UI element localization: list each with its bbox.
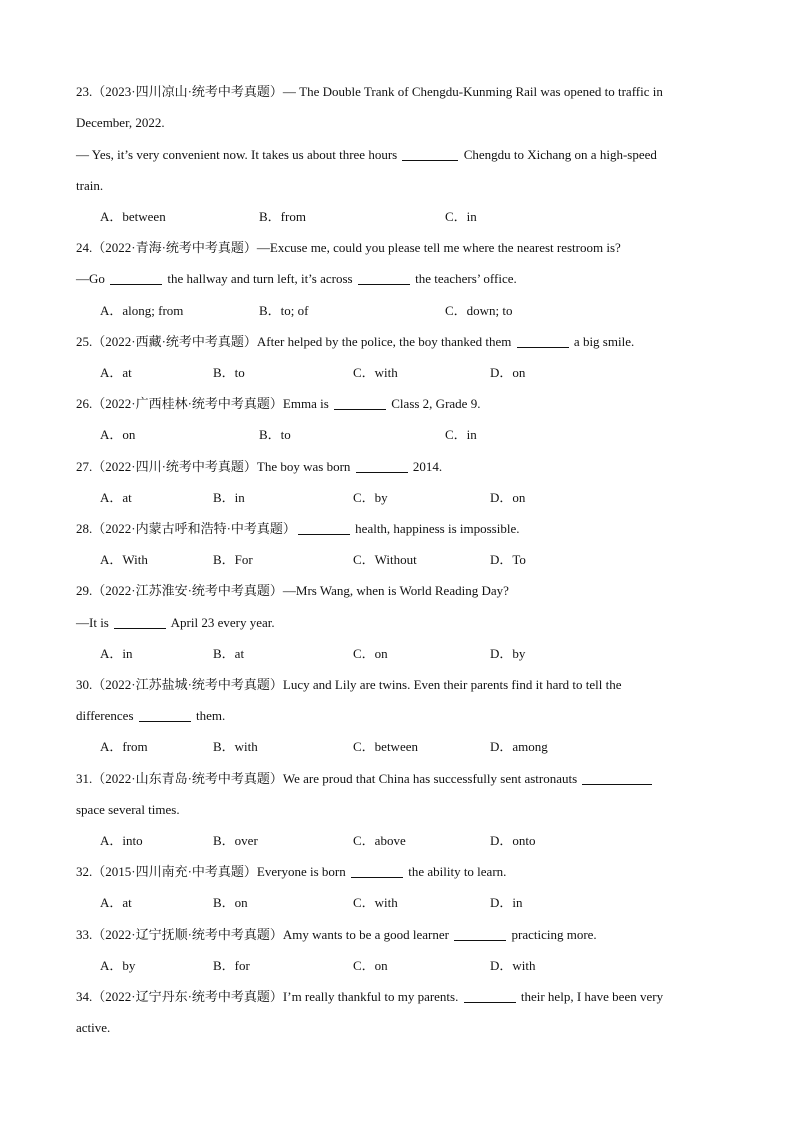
question-34-stem: 34.（2022·辽宁丹东·统考中考真题）I’m really thankful to my parents. their help, I have been very: [76, 989, 664, 1004]
q25-option-c: C．with: [353, 365, 398, 380]
question-28-stem: 28.（2022·内蒙古呼和浩特·中考真题） health, happiness is impossible.: [76, 521, 520, 536]
q27-option-b: B．in: [213, 490, 245, 505]
answer-blank: [139, 709, 191, 722]
q26-option-b: B．to: [259, 427, 291, 442]
q26-option-c: C．in: [445, 427, 477, 442]
answer-blank: [517, 335, 569, 348]
question-29-reply: —It is April 23 every year.: [76, 615, 275, 630]
q29-option-d: D．by: [490, 646, 526, 661]
question-23-stem-cont: December, 2022.: [76, 115, 165, 130]
question-32-stem: 32.（2015·四川南充·中考真题）Everyone is born the ability to learn.: [76, 864, 507, 879]
q24-option-a: A．along; from: [100, 303, 184, 318]
question-23-stem: 23.（2023·四川凉山·统考中考真题）— The Double Trank of Chengdu-Kunming Rail was opened to traffic in: [76, 84, 663, 99]
q33-option-a: A．by: [100, 958, 136, 973]
question-23-reply: — Yes, it’s very convenient now. It takes us about three hours Chengdu to Xichang on a high-speed: [76, 147, 657, 162]
answer-blank: [110, 272, 162, 285]
q27-option-c: C．by: [353, 490, 388, 505]
question-25-stem: 25.（2022·西藏·统考中考真题）After helped by the police, the boy thanked them a big smile.: [76, 334, 635, 349]
q33-option-d: D．with: [490, 958, 536, 973]
answer-blank: [351, 865, 403, 878]
q23-option-b: B．from: [259, 209, 306, 224]
q29-option-a: A．in: [100, 646, 133, 661]
answer-blank: [402, 148, 458, 161]
q25-option-a: A．at: [100, 365, 132, 380]
q31-option-c: C．above: [353, 833, 406, 848]
q30-option-b: B．with: [213, 739, 258, 754]
question-29-stem: 29.（2022·江苏淮安·统考中考真题）—Mrs Wang, when is World Reading Day?: [76, 583, 509, 598]
answer-blank: [358, 272, 410, 285]
q27-option-a: A．at: [100, 490, 132, 505]
q32-option-c: C．with: [353, 895, 398, 910]
q23-option-c: C．in: [445, 209, 477, 224]
answer-blank: [114, 616, 166, 629]
q31-option-b: B．over: [213, 833, 258, 848]
question-33-stem: 33.（2022·辽宁抚顺·统考中考真题）Amy wants to be a good learner practicing more.: [76, 927, 597, 942]
q30-option-a: A．from: [100, 739, 148, 754]
q31-option-a: A．into: [100, 833, 143, 848]
q25-option-b: B．to: [213, 365, 245, 380]
q29-option-b: B．at: [213, 646, 245, 661]
q28-option-d: D．To: [490, 552, 526, 567]
q30-option-d: D．among: [490, 739, 548, 754]
answer-blank: [298, 522, 350, 535]
q24-option-b: B．to; of: [259, 303, 309, 318]
answer-blank: [454, 928, 506, 941]
question-23-reply-cont: train.: [76, 178, 104, 193]
q28-option-c: C．Without: [353, 552, 417, 567]
q31-option-d: D．onto: [490, 833, 536, 848]
q30-option-c: C．between: [353, 739, 418, 754]
question-24-reply: —Go the hallway and turn left, it’s across the teachers’ office.: [76, 271, 517, 286]
question-34-stem-cont: active.: [76, 1020, 111, 1035]
q32-option-d: D．in: [490, 895, 523, 910]
q33-option-c: C．on: [353, 958, 388, 973]
q25-option-d: D．on: [490, 365, 526, 380]
q27-option-d: D．on: [490, 490, 526, 505]
question-31-stem-cont: space several times.: [76, 802, 180, 817]
question-30-stem-cont: differences them.: [76, 708, 226, 723]
q29-option-c: C．on: [353, 646, 388, 661]
q26-option-a: A．on: [100, 427, 136, 442]
question-27-stem: 27.（2022·四川·统考中考真题）The boy was born 2014.: [76, 459, 443, 474]
question-31-stem: 31.（2022·山东青岛·统考中考真题）We are proud that China has successfully sent astronauts: [76, 771, 654, 787]
q28-option-b: B．For: [213, 552, 253, 567]
q28-option-a: A．With: [100, 552, 148, 567]
q23-option-a: A．between: [100, 209, 166, 224]
q32-option-a: A．at: [100, 895, 132, 910]
question-26-stem: 26.（2022·广西桂林·统考中考真题）Emma is Class 2, Grade 9.: [76, 396, 481, 411]
answer-blank: [334, 397, 386, 410]
q24-option-c: C．down; to: [445, 303, 513, 318]
question-30-stem: 30.（2022·江苏盐城·统考中考真题）Lucy and Lily are twins. Even their parents find it hard to tell the: [76, 677, 622, 692]
question-24-stem: 24.（2022·青海·统考中考真题）—Excuse me, could you please tell me where the nearest restroom is?: [76, 240, 621, 255]
answer-blank: [582, 772, 652, 785]
answer-blank: [464, 990, 516, 1003]
q33-option-b: B．for: [213, 958, 250, 973]
q32-option-b: B．on: [213, 895, 248, 910]
answer-blank: [356, 460, 408, 473]
